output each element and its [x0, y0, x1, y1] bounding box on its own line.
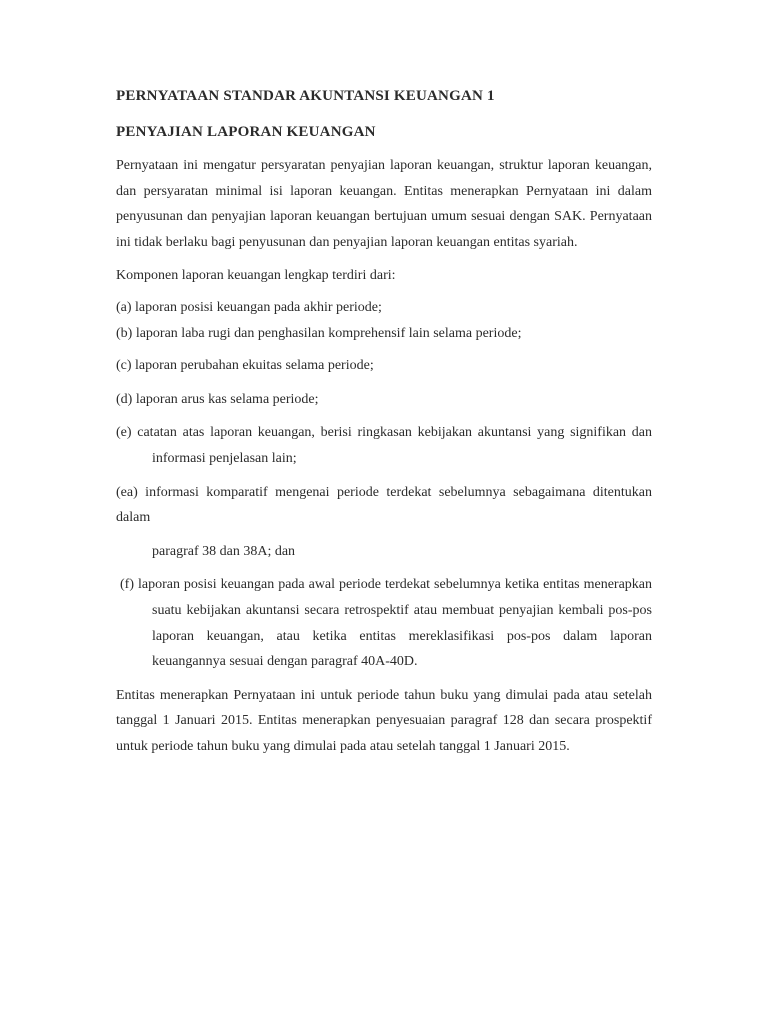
list-item-c: (c) laporan perubahan ekuitas selama periode; — [116, 358, 374, 374]
list-item-a: (a) laporan posisi keuangan pada akhir periode; — [116, 299, 382, 315]
components-list — [116, 295, 652, 675]
document-page — [116, 86, 652, 759]
document-heading: PERNYATAAN STANDAR AKUNTANSI KEUANGAN 1 — [116, 88, 495, 104]
list-item-f: (f) laporan posisi keuangan pada awal periode terdekat sebelumnya ketika entitas menerapkan suatu kebijakan akuntansi secara retrospektif atau membuat penyajian kembali pos-pos laporan keuangan, atau ketika entitas mereklasifikasi pos-pos dalam laporan keuangannya sesuai dengan paragraf 40A-40D. — [120, 577, 652, 670]
list-item-ea: (ea) informasi komparatif mengenai periode terdekat sebelumnya sebagaimana ditentukan dalam — [116, 484, 652, 526]
closing-paragraph: Entitas menerapkan Pernyataan ini untuk periode tahun buku yang dimulai pada atau setelah tanggal 1 Januari 2015. Entitas menerapkan penyesuaian paragraf 128 dan secara prospektif untuk periode tahun buku yang dimulai pada atau setelah tanggal 1 Januari 2015. — [116, 687, 652, 754]
components-intro: Komponen laporan keuangan lengkap terdiri dari: — [116, 268, 396, 284]
list-item-ea-continuation: paragraf 38 dan 38A; dan — [152, 543, 296, 559]
intro-paragraph: Pernyataan ini mengatur persyaratan penyajian laporan keuangan, struktur laporan keuangan, dan persyaratan minimal isi laporan keuangan. Entitas menerapkan Pernyataan ini dalam penyusunan dan penyajian laporan keuangan bertujuan umum sesuai dengan SAK. Pernyataan ini tidak berlaku bagi penyusunan dan penyajian laporan keuangan entitas syariah. — [116, 158, 652, 250]
list-item-e: (e) catatan atas laporan keuangan, berisi ringkasan kebijakan akuntansi yang signifikan dan informasi penjelasan lain; — [116, 425, 652, 466]
list-item-d: (d) laporan arus kas selama periode; — [116, 391, 319, 407]
list-item-b: (b) laporan laba rugi dan penghasilan komprehensif lain selama periode; — [116, 325, 522, 341]
document-subheading: PENYAJIAN LAPORAN KEUANGAN — [116, 124, 376, 140]
